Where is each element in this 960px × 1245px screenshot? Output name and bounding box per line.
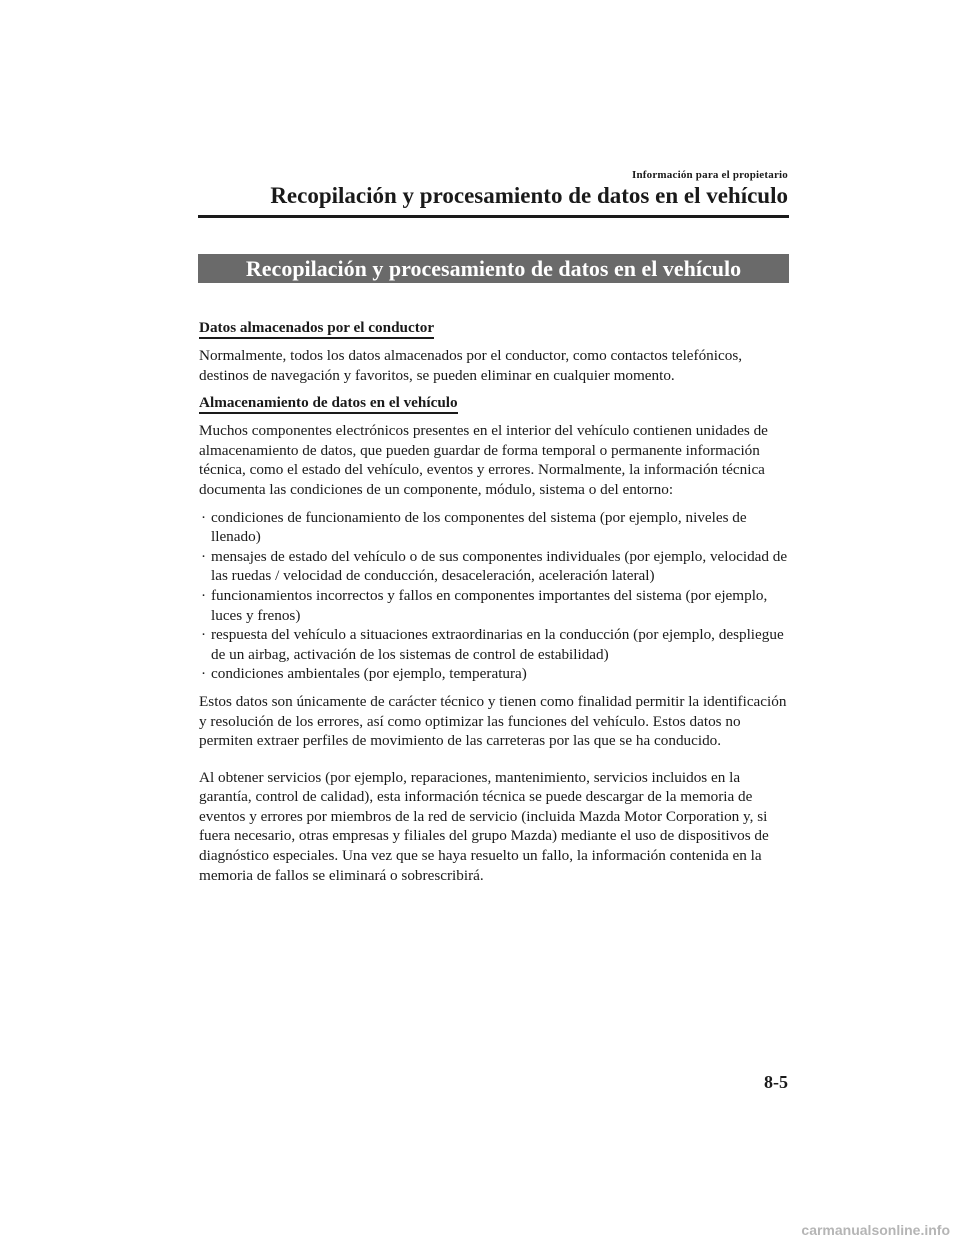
- list-item: · condiciones ambientales (por ejemplo, temperatura): [201, 665, 527, 683]
- bullet-icon: ·: [201, 508, 207, 526]
- storage-paragraph: Muchos componentes electrónicos presentes en el interior del vehículo contienen unidades de almacenamiento de datos, que pueden guardar de forma temporal o permanente información técnica, como el estado del vehículo, eventos y errores. Normalmente, la información técnica documenta las condiciones de un componente, módulo, sistema o del entorno:: [199, 422, 768, 498]
- header-title: Recopilación y procesamiento de datos en el vehículo: [270, 183, 788, 208]
- page-content: [199, 318, 794, 893]
- bullet-icon: ·: [201, 586, 207, 604]
- storage-heading: Almacenamiento de datos en el vehículo: [199, 394, 458, 414]
- bullet-list: [199, 508, 794, 684]
- bullet-icon: ·: [201, 626, 207, 644]
- section-banner: Recopilación y procesamiento de datos en el vehículo: [198, 254, 789, 283]
- header-divider: [198, 215, 789, 218]
- service-paragraph: Al obtener servicios (por ejemplo, reparaciones, mantenimiento, servicios incluidos en la garantía, control de calidad), esta información técnica se puede descargar de la memoria de eventos y errores por miembros de la red de servicio (incluida Mazda Motor Corporation y, si fuera necesario, otras empresas y filiales del grupo Mazda) mediante el uso de dispositivos de diagnóstico especiales. Una vez que se haya resuelto un fallo, la información contenida en la memoria de fallos se eliminará o sobrescribirá.: [199, 768, 769, 884]
- list-item: · mensajes de estado del vehículo o de sus componentes individuales (por ejemplo, velocidad de las ruedas / velocidad de conducción, desaceleración, aceleración lateral): [201, 547, 788, 585]
- driver-data-paragraph: Normalmente, todos los datos almacenados por el conductor, como contactos telefónicos, destinos de navegación y favoritos, se pueden eliminar en cualquier momento.: [199, 347, 743, 384]
- driver-data-heading: Datos almacenados por el conductor: [199, 319, 434, 339]
- footer-watermark: carmanualsonline.info: [801, 1222, 950, 1238]
- list-item: · funcionamientos incorrectos y fallos en componentes importantes del sistema (por ejemplo, luces y frenos): [201, 586, 768, 624]
- bullet-icon: ·: [201, 547, 207, 565]
- header-section-label: Información para el propietario: [631, 169, 788, 181]
- bullet-icon: ·: [201, 665, 207, 683]
- page-number: 8-5: [764, 1072, 788, 1092]
- list-item: · respuesta del vehículo a situaciones extraordinarias en la conducción (por ejemplo, despliegue de un airbag, activación de los sistemas de control de estabilidad): [201, 626, 784, 663]
- technical-paragraph: Estos datos son únicamente de carácter técnico y tienen como finalidad permitir la identificación y resolución de los errores, así como optimizar las funciones del vehículo. Estos datos no permiten extraer perfiles de movimiento de las carreteras por las que se ha conducido.: [199, 692, 787, 750]
- list-item: · condiciones de funcionamiento de los componentes del sistema (por ejemplo, niveles de llenado): [201, 508, 747, 546]
